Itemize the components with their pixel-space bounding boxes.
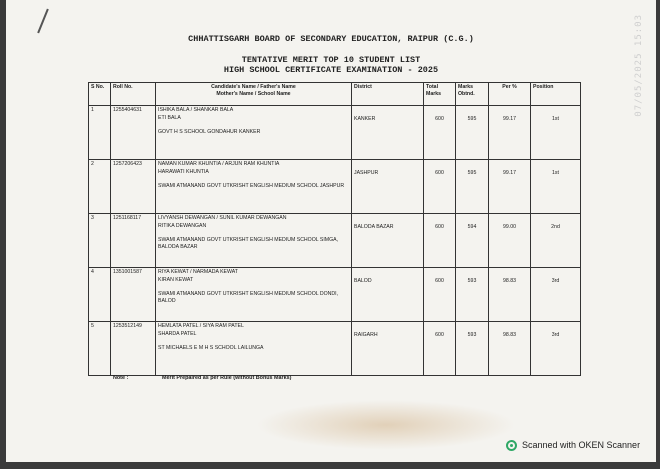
- cell-roll: 1257206423: [111, 160, 156, 214]
- table-row: [89, 214, 581, 268]
- merit-table: [88, 82, 581, 376]
- mother-name: ETI BALA: [158, 114, 181, 121]
- board-title: CHHATTISGARH BOARD OF SECONDARY EDUCATION, RAIPUR (C.G.): [188, 34, 474, 44]
- cell-percent: 99.17: [489, 160, 531, 214]
- cell-name: [156, 322, 352, 376]
- school-name: SWAMI ATMANAND GOVT UTKRISHT ENGLISH MEDIUM SCHOOL SIMGA, BALODA BAZAR: [158, 237, 339, 250]
- cell-position: 2nd: [531, 214, 581, 268]
- col-position: Position: [531, 83, 581, 106]
- school-name: ST MICHAELS E M H S SCHOOL LAILUNGA: [158, 345, 264, 351]
- cell-total: 600: [424, 214, 456, 268]
- cell-sno: 1: [89, 106, 111, 160]
- exam-title: HIGH SCHOOL CERTIFICATE EXAMINATION - 2025: [223, 65, 439, 75]
- cell-total: 600: [424, 160, 456, 214]
- table-row: [89, 160, 581, 214]
- candidate-father-name: ISHIKA BALA / SHANKAR BALA: [158, 107, 234, 113]
- cell-position: 3rd: [531, 268, 581, 322]
- cell-obtained: 593: [456, 268, 489, 322]
- cell-obtained: 595: [456, 160, 489, 214]
- table-row: [89, 322, 581, 376]
- note-label: Note :: [113, 375, 129, 381]
- scanner-watermark: [506, 436, 640, 454]
- table-row: [89, 268, 581, 322]
- table-row: [89, 106, 581, 160]
- cell-position: 3rd: [531, 322, 581, 376]
- paper-smudge: [256, 400, 516, 450]
- date-stamp: 07/05/2025 15:03: [634, 14, 644, 117]
- cell-total: 600: [424, 322, 456, 376]
- candidate-father-name: LIVYANSH DEWANGAN / SUNIL KUMAR DEWANGAN: [158, 215, 287, 221]
- scanner-text: Scanned with OKEN Scanner: [522, 440, 641, 450]
- col-name-line1: Candidate's Name / Father's Name: [211, 84, 296, 90]
- cell-total: 600: [424, 268, 456, 322]
- mother-name: HARAWATI KHUNTIA: [158, 168, 209, 175]
- school-name: GOVT H S SCHOOL GONDAHUR KANKER: [158, 129, 261, 135]
- document-page: [6, 0, 656, 462]
- cell-district: KANKER: [352, 106, 424, 160]
- cell-position: 1st: [531, 160, 581, 214]
- cell-sno: 5: [89, 322, 111, 376]
- mother-name: KIRAN KEWAT: [158, 276, 194, 283]
- cell-name: [156, 106, 352, 160]
- cell-obtained: 594: [456, 214, 489, 268]
- col-name: [156, 83, 352, 106]
- note-text: Merit Prepaired as per Rule (without Bonus Marks): [162, 375, 292, 381]
- pen-mark: [37, 9, 49, 34]
- cell-roll: 1253512149: [111, 322, 156, 376]
- cell-roll: 1251168117: [111, 214, 156, 268]
- cell-district: RAIGARH: [352, 322, 424, 376]
- cell-district: BALODA BAZAR: [352, 214, 424, 268]
- cell-sno: 2: [89, 160, 111, 214]
- cell-name: [156, 160, 352, 214]
- cell-percent: 99.17: [489, 106, 531, 160]
- col-obtained: Marks Obtnd.: [456, 83, 489, 106]
- col-total: Total Marks: [424, 83, 456, 106]
- cell-district: JASHPUR: [352, 160, 424, 214]
- cell-name: [156, 214, 352, 268]
- list-title: TENTATIVE MERIT TOP 10 STUDENT LIST: [241, 55, 421, 65]
- col-percent: Per %: [489, 83, 531, 106]
- candidate-father-name: HEMLATA PATEL / SIYA RAM PATEL: [158, 323, 244, 329]
- cell-sno: 3: [89, 214, 111, 268]
- col-sno: S No.: [89, 83, 111, 106]
- col-district: District: [352, 83, 424, 106]
- mother-name: SHARDA PATEL: [158, 330, 197, 337]
- candidate-father-name: NAMAN KUMAR KHUNTIA / ARJUN RAM KHUNTIA: [158, 161, 280, 167]
- cell-position: 1st: [531, 106, 581, 160]
- cell-obtained: 593: [456, 322, 489, 376]
- scanner-logo-icon: [506, 440, 517, 451]
- cell-name: [156, 268, 352, 322]
- cell-obtained: 595: [456, 106, 489, 160]
- school-name: SWAMI ATMANAND GOVT UTKRISHT ENGLISH MEDIUM SCHOOL JASHPUR: [158, 183, 345, 189]
- table-header-row: [89, 83, 581, 106]
- candidate-father-name: RIYA KEWAT / NARMADA KEWAT: [158, 269, 238, 275]
- cell-roll: 1351001587: [111, 268, 156, 322]
- mother-name: RITIKA DEWANGAN: [158, 222, 207, 229]
- cell-percent: 98.83: [489, 322, 531, 376]
- cell-district: BALOD: [352, 268, 424, 322]
- school-name: SWAMI ATMANAND GOVT UTKRISHT ENGLISH MEDIUM SCHOOL DONDI, BALOD: [158, 291, 339, 304]
- cell-percent: 98.83: [489, 268, 531, 322]
- cell-roll: 1255404631: [111, 106, 156, 160]
- col-roll: Roll No.: [111, 83, 156, 106]
- col-name-line2: Mother's Name / School Name: [216, 90, 291, 97]
- cell-total: 600: [424, 106, 456, 160]
- cell-percent: 99.00: [489, 214, 531, 268]
- cell-sno: 4: [89, 268, 111, 322]
